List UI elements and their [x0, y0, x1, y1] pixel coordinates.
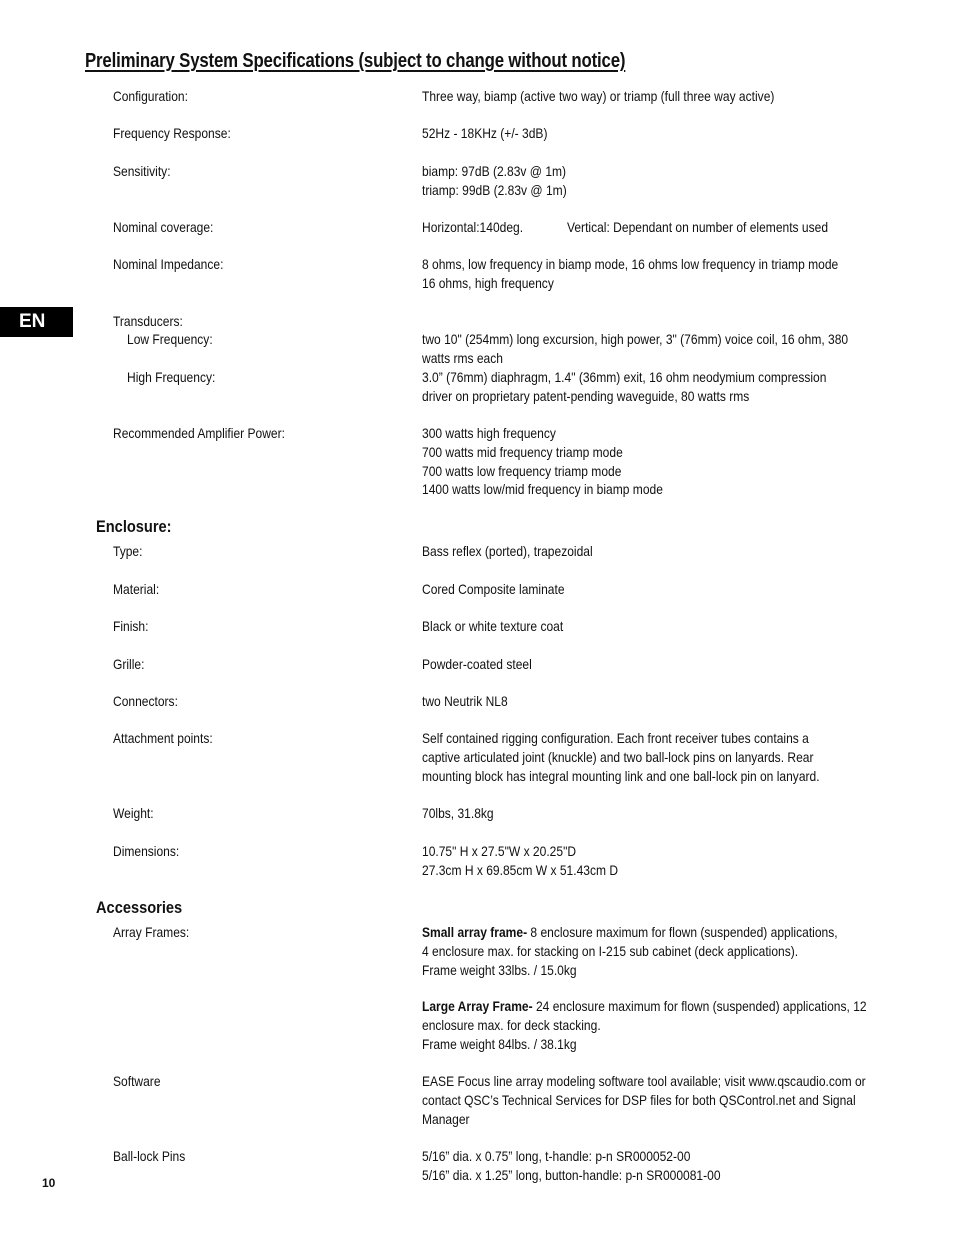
grille-value: Powder-coated steel: [422, 656, 532, 672]
frequency-response-label: Frequency Response:: [113, 125, 231, 141]
amplifier-power-line: 700 watts low frequency triamp mode: [422, 462, 622, 479]
nominal-coverage-label: Nominal coverage:: [113, 219, 214, 235]
transducers-label: Transducers:: [113, 313, 183, 329]
high-frequency-label: High Frequency:: [127, 369, 216, 385]
nominal-impedance-value: [422, 255, 838, 293]
high-frequency-line: 3.0” (76mm) diaphragm, 1.4" (36mm) exit, 16 ohm neodymium compression: [422, 369, 827, 385]
low-frequency-line: watts rms each: [422, 349, 503, 366]
type-value: Bass reflex (ported), trapezoidal: [422, 543, 593, 559]
software-label: Software: [113, 1073, 161, 1089]
dimensions-imperial: 10.75" H x 27.5"W x 20.25"D: [422, 843, 577, 859]
impedance-low: 8 ohms, low frequency in biamp mode, 16 ohms low frequency in triamp mode: [422, 256, 839, 272]
amplifier-power-value: [422, 424, 663, 499]
large-array-frame-title: Large Array Frame-: [422, 998, 533, 1014]
small-array-frame-title: Small array frame-: [422, 924, 528, 940]
coverage-horizontal: Horizontal:140deg.: [422, 219, 524, 235]
accessories-heading: Accessories: [96, 898, 183, 917]
small-array-frame-line: [422, 923, 838, 942]
amplifier-power-line: 300 watts high frequency: [422, 425, 556, 441]
weight-label: Weight:: [113, 805, 154, 821]
large-array-frame-weight: Frame weight 84lbs. / 38.1kg: [422, 1035, 577, 1052]
software-value: [422, 1072, 866, 1128]
high-frequency-line: driver on proprietary patent-pending waveguide, 80 watts rms: [422, 387, 750, 404]
small-array-frame-text: 8 enclosure maximum for flown (suspended) applications,: [527, 924, 838, 940]
pin-button-handle: 5/16” dia. x 1.25” long, button-handle: p-n SR000081-00: [422, 1166, 721, 1183]
configuration-value: Three way, biamp (active two way) or triamp (full three way active): [422, 88, 775, 104]
material-label: Material:: [113, 581, 160, 597]
small-array-frame-line: 4 enclosure max. for stacking on I-215 sub cabinet (deck applications).: [422, 942, 799, 959]
amplifier-power-line: 700 watts mid frequency triamp mode: [422, 443, 623, 460]
frequency-response-value: 52Hz - 18KHz (+/- 3dB): [422, 125, 548, 141]
impedance-high: 16 ohms, high frequency: [422, 274, 554, 291]
configuration-label: Configuration:: [113, 88, 188, 104]
sensitivity-value: [422, 162, 567, 200]
coverage-vertical: Vertical: Dependant on number of elements used: [567, 219, 829, 235]
low-frequency-value: [422, 330, 848, 368]
dimensions-value: [422, 842, 618, 880]
type-label: Type:: [113, 543, 143, 559]
sensitivity-label: Sensitivity:: [113, 163, 171, 179]
large-array-frame-line: [422, 997, 867, 1016]
amplifier-power-line: 1400 watts low/mid frequency in biamp mode: [422, 481, 663, 498]
sensitivity-biamp: biamp: 97dB (2.83v @ 1m): [422, 163, 567, 179]
low-frequency-label: Low Frequency:: [127, 331, 213, 347]
material-value: Cored Composite laminate: [422, 581, 565, 597]
ball-lock-pins-value: [422, 1147, 721, 1185]
enclosure-heading: Enclosure:: [96, 517, 172, 536]
ball-lock-pins-label: Ball-lock Pins: [113, 1148, 186, 1164]
grille-label: Grille:: [113, 656, 145, 672]
pin-t-handle: 5/16” dia. x 0.75” long, t-handle: p-n SR000052-00: [422, 1148, 691, 1164]
finish-label: Finish:: [113, 618, 149, 634]
weight-value: 70lbs, 31.8kg: [422, 805, 494, 821]
attachment-line: Self contained rigging configuration. Each front receiver tubes contains a: [422, 730, 809, 746]
sensitivity-triamp: triamp: 99dB (2.83v @ 1m): [422, 181, 567, 198]
language-tab-label: EN: [19, 311, 46, 332]
amplifier-power-label: Recommended Amplifier Power:: [113, 425, 285, 441]
dimensions-label: Dimensions:: [113, 843, 180, 859]
array-frames-label: Array Frames:: [113, 924, 190, 940]
large-array-frame-text: 24 enclosure maximum for flown (suspended) applications, 12: [532, 998, 867, 1014]
low-frequency-line: two 10" (254mm) long excursion, high power, 3" (76mm) voice coil, 16 ohm, 380: [422, 331, 849, 347]
page-title: Preliminary System Specifications (subject to change without notice): [85, 50, 626, 72]
connectors-label: Connectors:: [113, 693, 178, 709]
finish-value: Black or white texture coat: [422, 618, 564, 634]
attachment-line: captive articulated joint (knuckle) and two ball-lock pins on lanyards. Rear: [422, 748, 814, 765]
language-tab: [0, 307, 73, 337]
nominal-impedance-label: Nominal Impedance:: [113, 256, 224, 272]
software-line: EASE Focus line array modeling software tool available; visit www.qscaudio.com or: [422, 1073, 866, 1089]
attachment-line: mounting block has integral mounting link and one ball-lock pin on lanyard.: [422, 767, 820, 784]
large-array-frame-value: [422, 997, 867, 1053]
small-array-frame-value: [422, 923, 838, 979]
high-frequency-value: [422, 368, 826, 406]
attachment-points-label: Attachment points:: [113, 730, 213, 746]
software-line: Manager: [422, 1110, 470, 1127]
attachment-points-value: [422, 729, 820, 785]
small-array-frame-weight: Frame weight 33lbs. / 15.0kg: [422, 961, 577, 978]
connectors-value: two Neutrik NL8: [422, 693, 508, 709]
page-number: 10: [42, 1176, 56, 1190]
software-line: contact QSC’s Technical Services for DSP files for both QSControl.net and Signal: [422, 1091, 856, 1108]
large-array-frame-line: enclosure max. for deck stacking.: [422, 1016, 601, 1033]
dimensions-metric: 27.3cm H x 69.85cm W x 51.43cm D: [422, 861, 619, 878]
